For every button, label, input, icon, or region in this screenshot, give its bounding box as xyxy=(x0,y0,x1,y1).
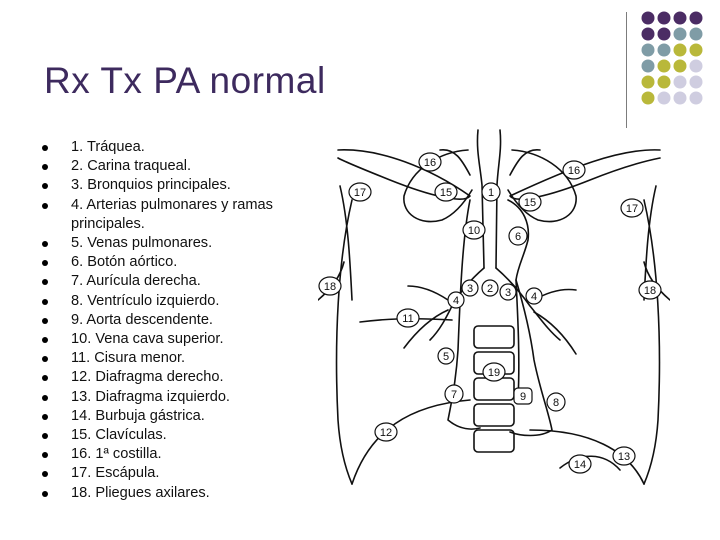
decorative-dot xyxy=(642,28,655,41)
svg-text:16: 16 xyxy=(423,157,437,169)
callout-7 xyxy=(445,385,463,403)
callout-13 xyxy=(613,447,635,465)
list-item: 6. Botón aórtico. xyxy=(40,253,310,272)
svg-text:4: 4 xyxy=(530,291,538,303)
decorative-dot xyxy=(658,60,671,73)
svg-text:11: 11 xyxy=(402,313,414,325)
list-item: 11. Cisura menor. xyxy=(40,349,310,368)
list-item: 16. 1ª costilla. xyxy=(40,445,310,464)
callout-9 xyxy=(514,388,532,404)
callout-10 xyxy=(463,221,485,239)
decorative-dot xyxy=(658,28,671,41)
decorative-dot xyxy=(690,60,703,73)
callout-19 xyxy=(483,363,505,381)
callout-11 xyxy=(397,309,419,327)
callout-17-left xyxy=(621,199,643,217)
callout-18-right xyxy=(319,277,341,295)
callout-17-right xyxy=(349,183,371,201)
list-item: 17. Escápula. xyxy=(40,464,310,483)
list-item: 13. Diafragma izquierdo. xyxy=(40,388,310,407)
decorative-dot xyxy=(658,92,671,105)
svg-text:9: 9 xyxy=(519,391,527,403)
svg-text:5: 5 xyxy=(442,351,450,363)
list-item: 4. Arterias pulmonares y ramas principales. xyxy=(40,196,310,234)
decorative-dot xyxy=(690,92,703,105)
list-item: 1. Tráquea. xyxy=(40,138,310,157)
callout-3-right xyxy=(462,280,478,296)
decorative-dot xyxy=(658,76,671,89)
callout-16-left xyxy=(563,161,585,179)
svg-text:3: 3 xyxy=(504,287,512,299)
list-item: 10. Vena cava superior. xyxy=(40,330,310,349)
legend-list xyxy=(40,138,310,503)
list-item: 15. Clavículas. xyxy=(40,426,310,445)
list-item: 8. Ventrículo izquierdo. xyxy=(40,292,310,311)
callout-14 xyxy=(569,455,591,473)
svg-text:17: 17 xyxy=(353,187,367,199)
list-item: 18. Pliegues axilares. xyxy=(40,484,310,503)
list-item: 2. Carina traqueal. xyxy=(40,157,310,176)
decorative-dot xyxy=(690,28,703,41)
svg-text:13: 13 xyxy=(617,451,631,463)
callout-15-right xyxy=(435,183,457,201)
list-item: 3. Bronquios principales. xyxy=(40,176,310,195)
chest-xray-diagram xyxy=(318,126,670,506)
decorative-dot xyxy=(674,60,687,73)
svg-text:17: 17 xyxy=(625,203,639,215)
decorative-dot xyxy=(674,92,687,105)
decorative-dot xyxy=(642,60,655,73)
list-item: 7. Aurícula derecha. xyxy=(40,272,310,291)
decorative-dot xyxy=(642,92,655,105)
decorative-dot xyxy=(674,44,687,57)
decorative-dot xyxy=(690,12,703,25)
decorative-dot xyxy=(658,12,671,25)
callout-6 xyxy=(509,227,527,245)
svg-text:8: 8 xyxy=(552,397,560,409)
callout-1 xyxy=(482,183,500,201)
decorative-dot xyxy=(642,12,655,25)
svg-text:18: 18 xyxy=(643,285,657,297)
decorative-dot-grid xyxy=(640,10,720,110)
callout-3-left xyxy=(500,284,516,300)
svg-text:4: 4 xyxy=(452,295,460,307)
svg-text:2: 2 xyxy=(486,283,494,295)
list-item: 14. Burbuja gástrica. xyxy=(40,407,310,426)
svg-text:12: 12 xyxy=(379,427,393,439)
callout-4-right xyxy=(448,292,464,308)
decorative-dot xyxy=(642,44,655,57)
callout-16-right xyxy=(419,153,441,171)
list-item: 12. Diafragma derecho. xyxy=(40,368,310,387)
svg-text:15: 15 xyxy=(439,187,453,199)
svg-text:3: 3 xyxy=(466,283,474,295)
slide-title: Rx Tx PA normal xyxy=(44,60,326,101)
callout-5 xyxy=(438,348,454,364)
svg-text:14: 14 xyxy=(573,459,587,471)
decorative-dot xyxy=(674,28,687,41)
callout-4-left xyxy=(526,288,542,304)
callout-2 xyxy=(482,280,498,296)
callout-8 xyxy=(547,393,565,411)
svg-text:6: 6 xyxy=(514,231,522,243)
svg-text:7: 7 xyxy=(450,389,458,401)
svg-text:19: 19 xyxy=(487,367,501,379)
decorative-dot xyxy=(674,76,687,89)
decorative-dot xyxy=(642,76,655,89)
decorative-dot xyxy=(690,76,703,89)
diagram-callouts xyxy=(319,153,661,473)
svg-text:1: 1 xyxy=(487,187,495,199)
decorative-divider xyxy=(626,12,627,128)
svg-text:18: 18 xyxy=(323,281,337,293)
callout-15-left xyxy=(519,193,541,211)
list-item: 5. Venas pulmonares. xyxy=(40,234,310,253)
decorative-dot xyxy=(658,44,671,57)
svg-text:16: 16 xyxy=(567,165,581,177)
callout-12 xyxy=(375,423,397,441)
decorative-dot xyxy=(690,44,703,57)
svg-text:15: 15 xyxy=(523,197,537,209)
decorative-dot xyxy=(674,12,687,25)
svg-text:10: 10 xyxy=(467,225,481,237)
list-item: 9. Aorta descendente. xyxy=(40,311,310,330)
callout-18-left xyxy=(639,281,661,299)
